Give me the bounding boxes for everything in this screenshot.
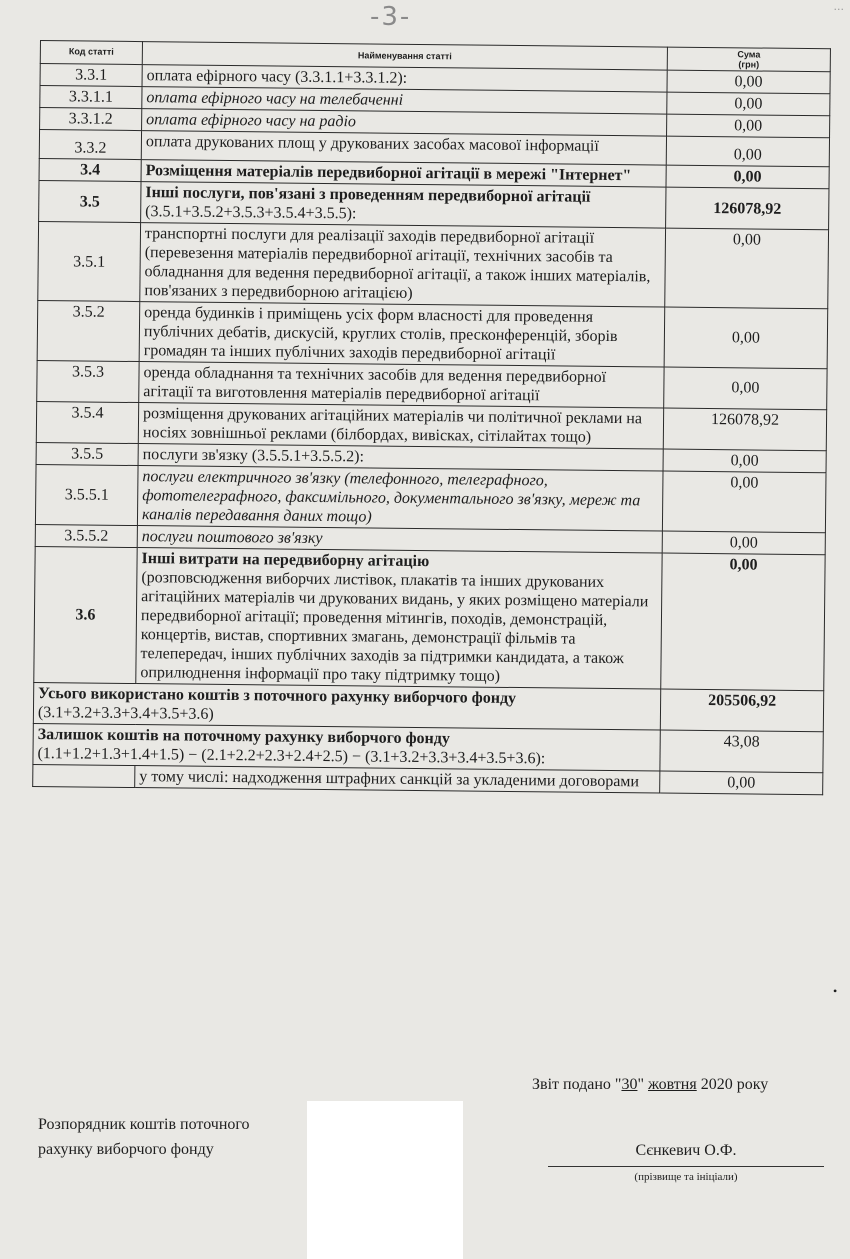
row-name: послуги електричного зв'язку (телефонного, телеграфного, фототелеграфного, факсимільного, документального зв'язку, мереж та каналів передавання даних тощо) [137, 466, 663, 531]
row-name [136, 548, 662, 689]
row-code: 3.4 [39, 158, 141, 181]
row-name [141, 182, 666, 228]
row-code: 3.5.2 [37, 300, 140, 361]
row-amount: 0,00 [663, 449, 826, 473]
total-used-formula: (3.1+3.2+3.3+3.4+3.5+3.6) [37, 704, 214, 723]
total-used-label-cell [33, 682, 660, 730]
report-date-prefix: Звіт подано " [532, 1076, 622, 1093]
balance-amount: 43,08 [660, 730, 823, 773]
row-name: оренда обладнання та технічних засобів для ведення передвиборної агітації та виготовлення матеріалів передвиборної агітації [139, 362, 664, 408]
row-name: оплата ефірного часу на радіо [142, 109, 667, 136]
header-sum-unit: (грн) [738, 59, 760, 70]
row-name: оплата друкованих площ у друкованих засобах масової інформації [141, 131, 666, 165]
row-code: 3.5.4 [36, 401, 138, 443]
row-name: транспортні послуги для реалізації заходів передвиборної агітації (перевезення матеріалів передвиборної агітації, технічних засобів та обладнання для ведення передвиборної агітації, а також інших матеріалів, пов'язаних з передвиборною агітацією) [140, 223, 666, 307]
row-code: 3.5.1 [38, 221, 141, 301]
table-row [37, 300, 828, 368]
row-code: 3.3.1.2 [40, 108, 142, 131]
row-name-formula: (3.5.1+3.5.2+3.5.3+3.5.4+3.5.5): [145, 203, 357, 223]
row-name: послуги поштового зв'язку [137, 526, 662, 553]
report-day: 30 [621, 1076, 638, 1093]
margin-dot: • [833, 984, 838, 998]
report-date-suffix: 2020 року [696, 1076, 769, 1093]
row-name: послуги зв'язку (3.5.5.1+3.5.5.2): [138, 444, 663, 471]
row-name-bold: Інші витрати на передвиборну агітацію [141, 550, 430, 571]
row-amount: 0,00 [666, 165, 829, 189]
row-code: 3.5.3 [37, 360, 139, 402]
expense-table [32, 40, 831, 795]
signature-caption: (прізвище та ініціали) [634, 1171, 738, 1183]
report-date [532, 1076, 768, 1094]
balance-label-cell [33, 723, 660, 771]
row-amount: 0,00 [665, 228, 829, 309]
row-code: 3.3.1 [40, 64, 142, 87]
signature-name: Сєнкевич О.Ф. [548, 1142, 824, 1167]
total-used-label: Усього використано коштів з поточного рахунку виборчого фонду [38, 685, 517, 708]
row-name: оплата ефірного часу на телебаченні [142, 87, 667, 114]
row-name: оренда будинків і приміщень усіх форм власності для проведення публічних дебатів, дискусій, круглих столів, пресконференцій, зборів громадян та інших публічних заходів передвиборної агітації [139, 302, 665, 367]
row-amount: 0,00 [666, 136, 829, 167]
row-amount: 0,00 [667, 92, 830, 116]
redacted-stamp-area [307, 1101, 463, 1259]
balance-label: Залишок коштів на поточному рахунку виборчого фонду [37, 726, 450, 748]
row-code: 3.6 [34, 546, 137, 683]
corner-mark: ... [833, 0, 844, 13]
row-amount: 0,00 [664, 367, 827, 410]
row-name: оплата ефірного часу (3.3.1.1+3.3.1.2): [142, 65, 667, 92]
table-row [34, 546, 825, 690]
row-amount: 0,00 [667, 70, 830, 94]
including-label: у тому числі: надходження штрафних санкцій за укладеними договорами [135, 766, 660, 793]
report-month: жовтня [647, 1076, 697, 1093]
header-sum [667, 47, 830, 72]
table-row [35, 464, 826, 532]
row-name-details: (розповсюдження виборчих листівок, плакатів та інших друкованих агітаційних матеріалів чи друкованих видань, у яких розміщено матеріали передвиборної агітації; проведення мітингів, походів, демонстрацій, концертів, вистав, спортивних змагань, демонстрації фільмів та телепередач, інших публічних заходів за підтримки кандидата, а також оприлюднення інформації про таку підтримку тощо) [140, 569, 649, 685]
row-code: 3.5.5 [36, 442, 138, 465]
row-amount: 0,00 [661, 553, 825, 691]
row-amount: 126078,92 [663, 408, 826, 451]
row-name: розміщення друкованих агітаційних матеріалів чи політичної реклами на носіях зовнішньої реклами (білбордах, вивісках, сітілайтах тощо) [138, 403, 663, 449]
including-empty-cell [33, 764, 135, 787]
row-amount: 0,00 [662, 471, 826, 533]
row-amount: 0,00 [662, 531, 825, 555]
fund-manager-label: Розпорядник коштів поточного рахунку виборчого фонду [38, 1116, 250, 1158]
row-name: Розміщення матеріалів передвиборної агітації в мережі "Інтернет" [141, 160, 666, 187]
row-amount: 126078,92 [666, 187, 829, 230]
row-name-bold: Інші послуги, пов'язані з проведенням передвиборної агітації [145, 184, 591, 206]
row-amount: 0,00 [664, 307, 828, 369]
document-footer [0, 1076, 850, 1259]
including-amount: 0,00 [660, 771, 823, 795]
header-sum-label: Сума [737, 49, 761, 60]
header-name: Найменування статті [142, 42, 667, 70]
table-row [38, 221, 829, 308]
row-code: 3.3.2 [39, 130, 141, 160]
report-sheet [32, 40, 830, 795]
row-code: 3.3.1.1 [40, 86, 142, 109]
row-code: 3.5.5.2 [35, 524, 137, 547]
row-code: 3.5 [39, 180, 141, 222]
balance-formula: (1.1+1.2+1.3+1.4+1.5) − (2.1+2.2+2.3+2.4+2.5) − (3.1+3.2+3.3+3.4+3.5+3.6): [37, 745, 546, 768]
total-used-amount: 205506,92 [660, 689, 823, 732]
header-code: Код статті [40, 41, 142, 65]
report-date-mid: " [637, 1076, 648, 1093]
page-number: -3- [370, 2, 412, 32]
row-amount: 0,00 [667, 114, 830, 138]
row-code: 3.5.5.1 [35, 464, 138, 525]
